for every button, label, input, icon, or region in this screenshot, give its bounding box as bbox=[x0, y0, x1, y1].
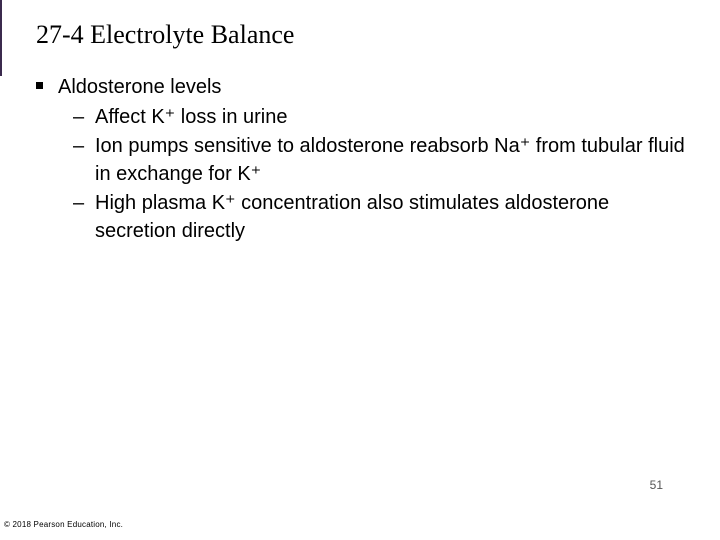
sub-bullet-item bbox=[36, 132, 686, 188]
sub-bullet-text: High plasma K⁺ concentration also stimulates aldosterone secretion directly bbox=[95, 192, 610, 242]
slide-title: 27-4 Electrolyte Balance bbox=[36, 20, 295, 49]
title-accent-rule bbox=[0, 0, 2, 76]
square-bullet-icon bbox=[36, 82, 43, 89]
page-number: 51 bbox=[649, 478, 663, 492]
dash-bullet-icon: – bbox=[73, 135, 85, 157]
sub-bullet-text: Ion pumps sensitive to aldosterone reabsorb Na⁺ from tubular fluid in exchange for K⁺ bbox=[95, 135, 685, 185]
copyright-notice: © 2018 Pearson Education, Inc. bbox=[4, 520, 124, 529]
slide-content bbox=[36, 72, 686, 245]
dash-bullet-icon: – bbox=[73, 106, 85, 128]
bullet-item bbox=[36, 72, 686, 102]
sub-bullet-item bbox=[36, 189, 686, 245]
dash-bullet-icon: – bbox=[73, 192, 85, 214]
sub-bullet-text: Affect K⁺ loss in urine bbox=[95, 106, 288, 128]
sub-bullet-list bbox=[36, 103, 686, 245]
sub-bullet-item bbox=[36, 103, 686, 131]
bullet-text: Aldosterone levels bbox=[58, 76, 222, 98]
